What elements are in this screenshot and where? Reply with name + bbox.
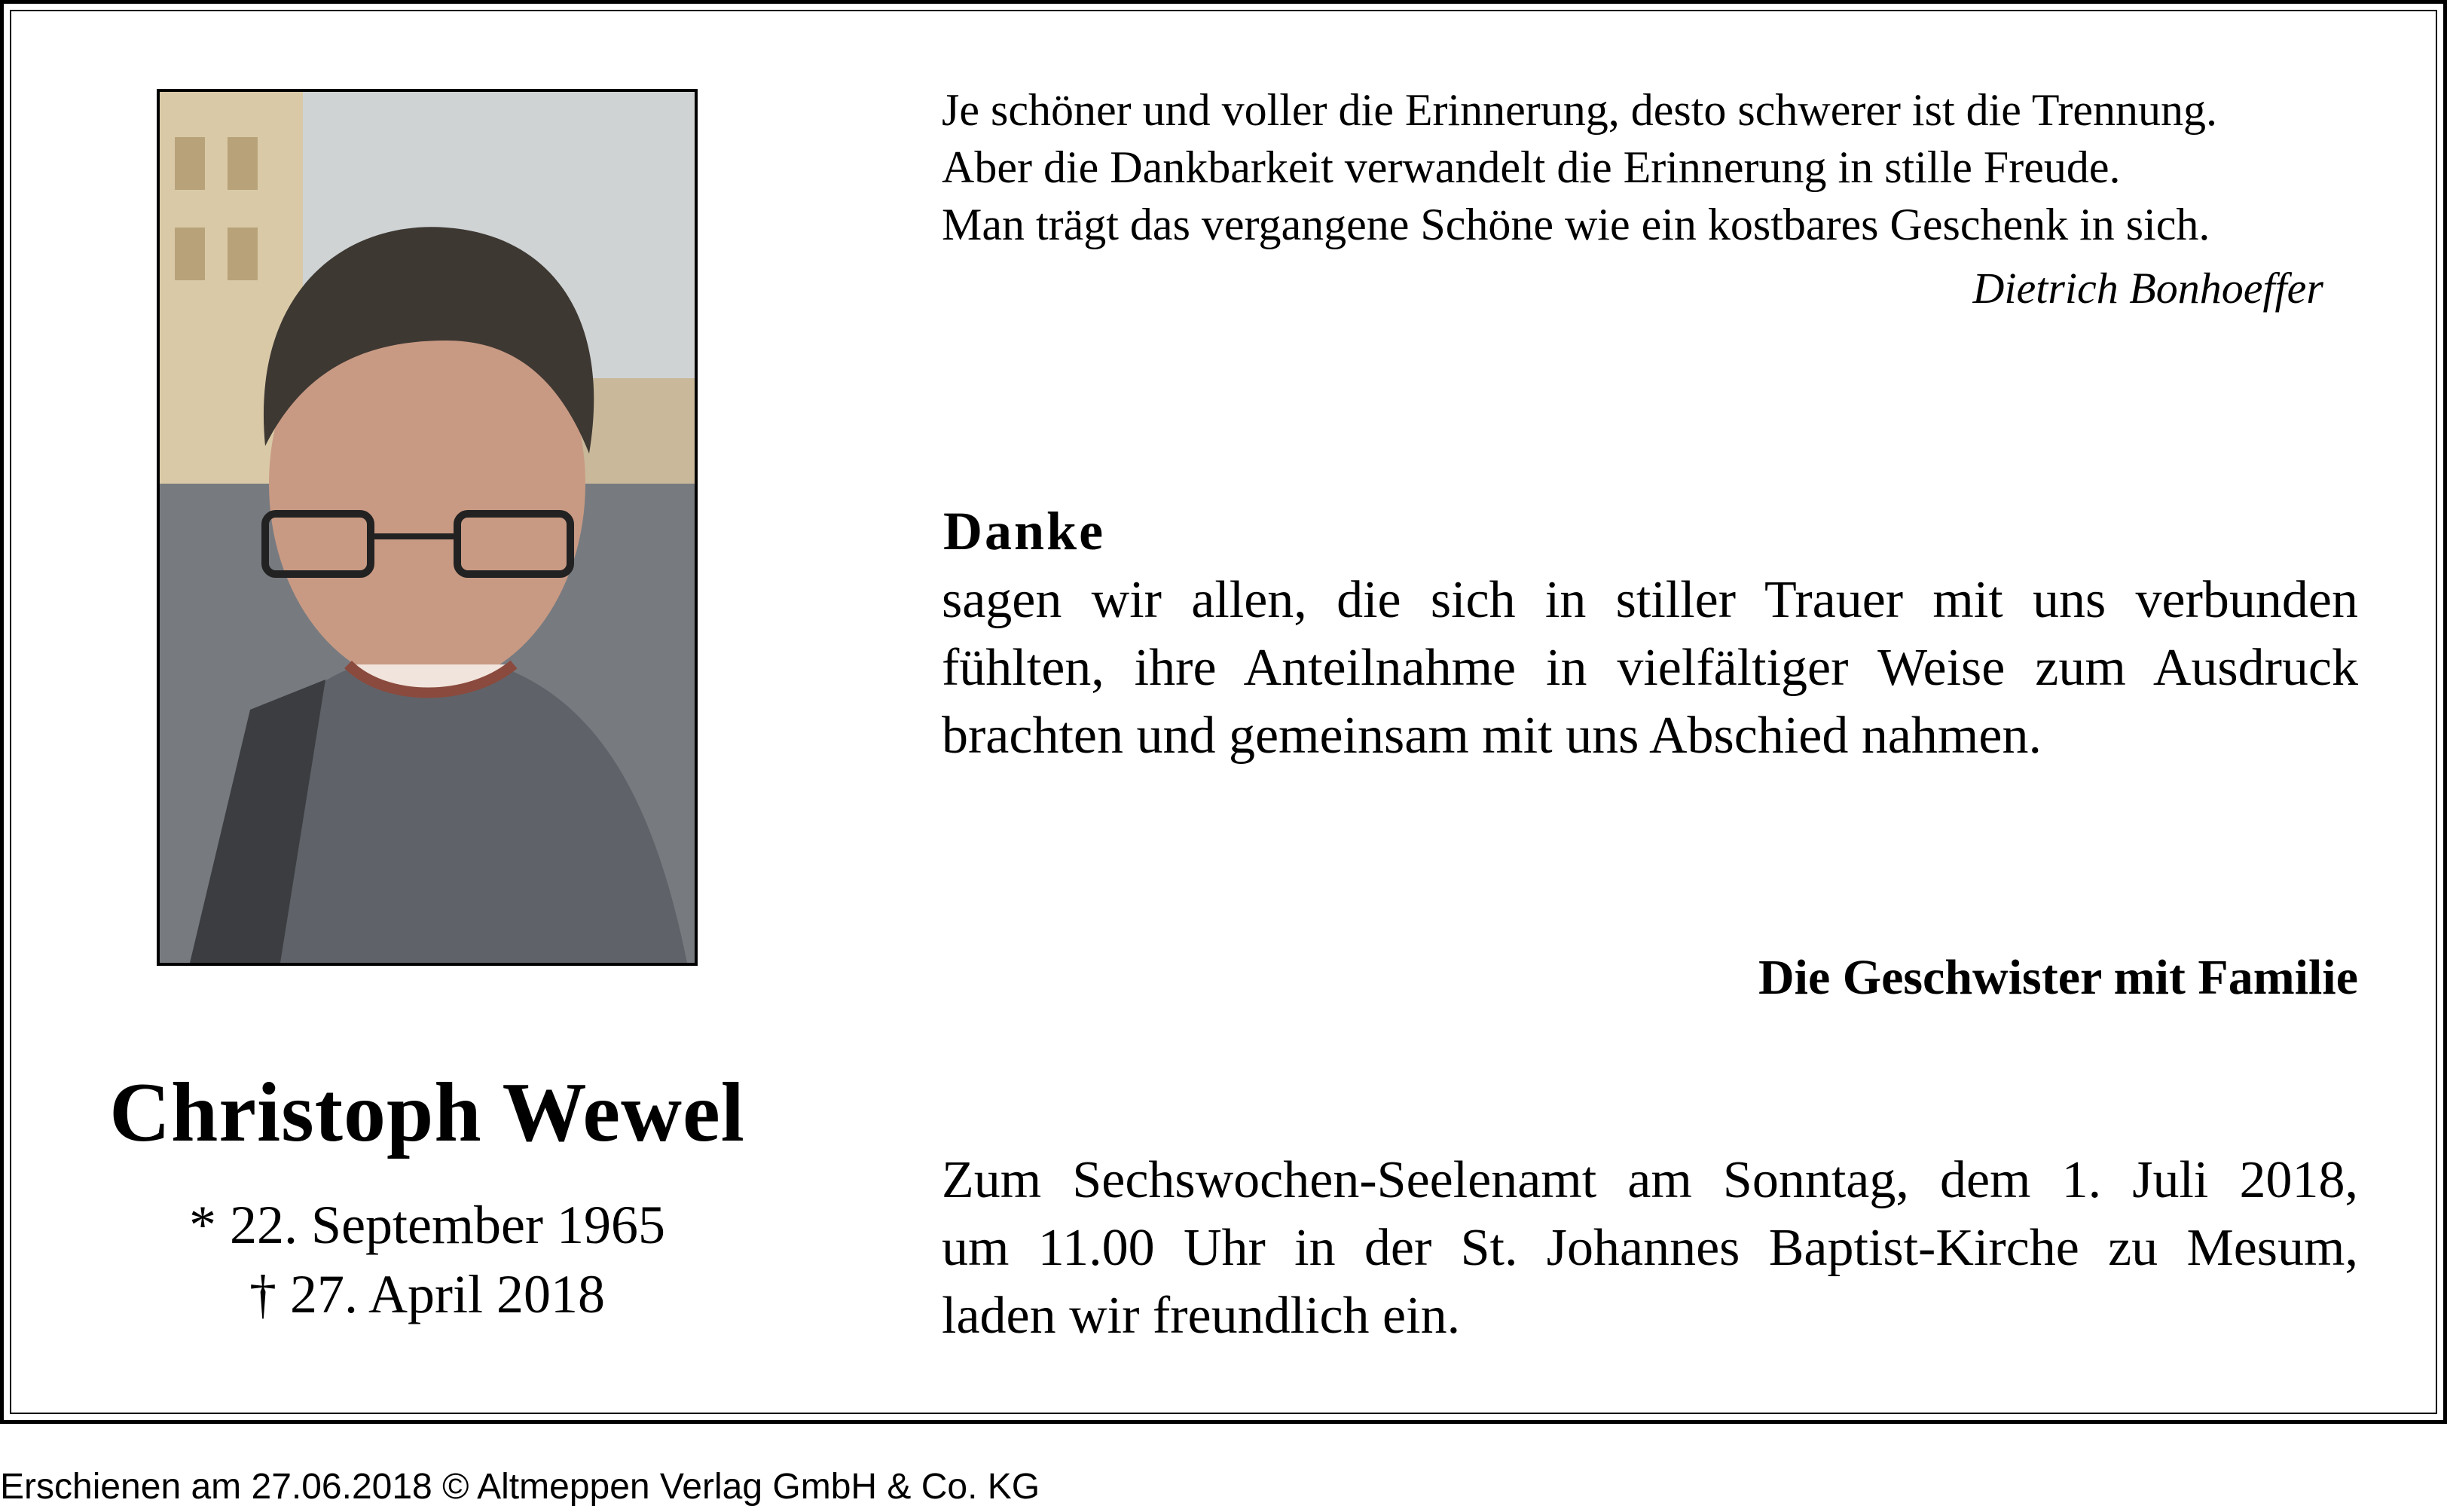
life-dates [0,1190,854,1329]
quote-line: Je schöner und voller die Erinnerung, desto schwerer ist die Trennung. [942,85,2217,135]
death-date: † 27. April 2018 [249,1264,605,1324]
service-line: Zum Sechswochen-Seelenamt am Sonntag, dem 1. Juli 2018, [942,1151,2358,1209]
service-line: laden wir freundlich ein. [942,1287,1461,1345]
portrait-photo [157,89,698,966]
thanks-line: brachten und gemeinsam mit uns Abschied nahmen. [942,707,2042,765]
thanks-heading: Danke [943,501,1106,561]
signature: Die Geschwister mit Familie [1758,950,2358,1005]
birth-date: * 22. September 1965 [189,1195,665,1255]
deceased-name: Christoph Wewel [109,1066,745,1159]
quote-line: Man trägt das vergangene Schöne wie ein kostbares Geschenk in sich. [942,200,2210,249]
service-line: um 11.00 Uhr in der St. Johannes Baptist-Kirche zu Mesum, [942,1219,2358,1277]
quote-line: Aber die Dankbarkeit verwandelt die Erinnerung in stille Freude. [942,142,2121,192]
quote-author: Dietrich Bonhoeffer [1972,264,2323,313]
publication-footer: Erschienen am 27.06.2018 © Altmeppen Verlag GmbH & Co. KG [0,1467,1040,1507]
thanks-text [942,567,2358,770]
quote-text [942,81,2217,253]
service-text [942,1147,2358,1350]
thanks-line: fühlten, ihre Anteilnahme in vielfältiger Weise zum Ausdruck [942,639,2358,697]
thanks-line: sagen wir allen, die sich in stiller Trauer mit uns verbunden [942,571,2358,629]
